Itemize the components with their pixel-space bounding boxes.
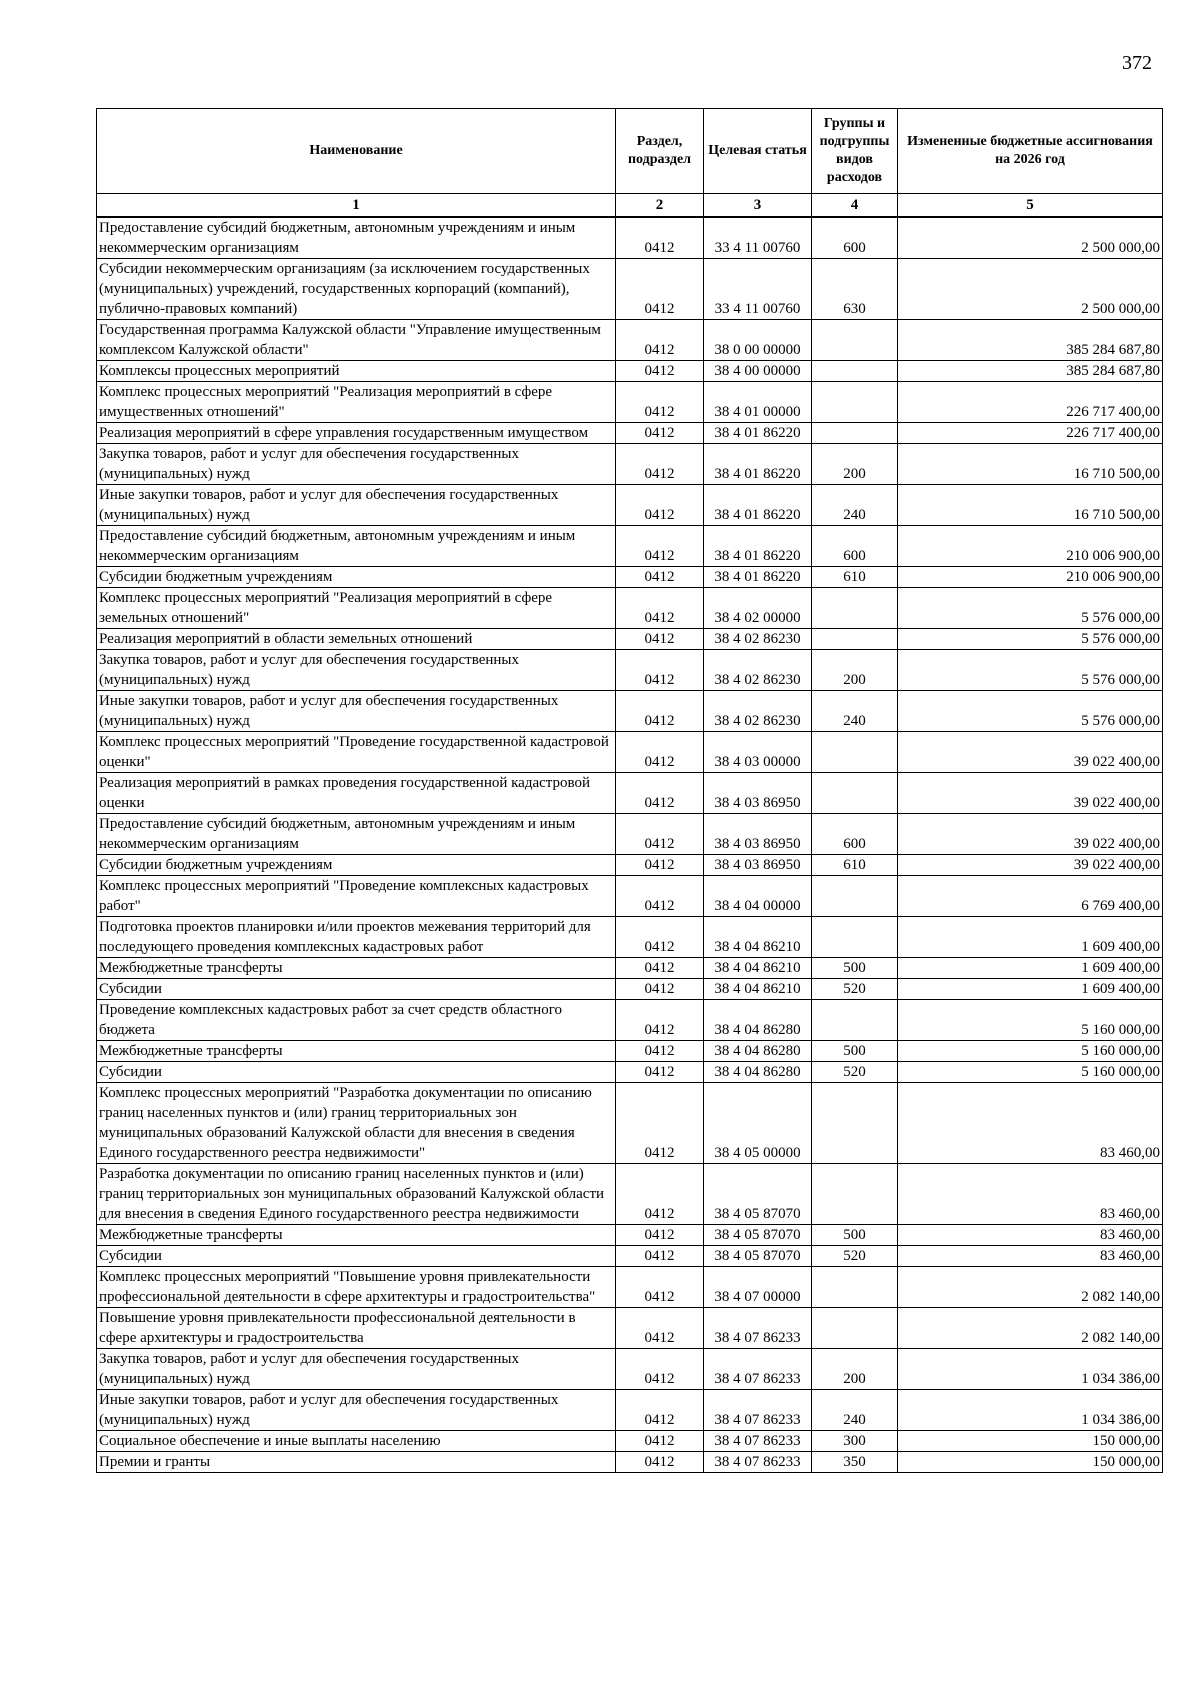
cell-amount: 1 034 386,00 — [898, 1349, 1163, 1390]
table-row — [97, 855, 1163, 876]
cell-group: 600 — [812, 526, 898, 567]
cell-name: Комплекс процессных мероприятий "Повышение уровня привлекательности профессиональной деятельности в сфере архитектуры и градостроительства" — [97, 1267, 616, 1308]
cell-group: 240 — [812, 691, 898, 732]
cell-section: 0412 — [616, 320, 704, 361]
cell-section: 0412 — [616, 444, 704, 485]
cell-amount: 5 576 000,00 — [898, 691, 1163, 732]
header-group: Группы и подгруппы видов расходов — [812, 109, 898, 194]
cell-target: 38 4 02 86230 — [704, 650, 812, 691]
cell-target: 33 4 11 00760 — [704, 259, 812, 320]
table-row — [97, 979, 1163, 1000]
cell-section: 0412 — [616, 1267, 704, 1308]
table-row — [97, 1390, 1163, 1431]
cell-name: Субсидии — [97, 1062, 616, 1083]
table-row — [97, 917, 1163, 958]
table-row — [97, 1000, 1163, 1041]
cell-name: Предоставление субсидий бюджетным, автономным учреждениям и иным некоммерческим организациям — [97, 217, 616, 259]
cell-section: 0412 — [616, 1164, 704, 1225]
table-row — [97, 1246, 1163, 1267]
table-row — [97, 1225, 1163, 1246]
cell-section: 0412 — [616, 917, 704, 958]
cell-amount: 5 160 000,00 — [898, 1041, 1163, 1062]
cell-group — [812, 1267, 898, 1308]
cell-section: 0412 — [616, 1431, 704, 1452]
column-number: 3 — [704, 194, 812, 218]
cell-group: 200 — [812, 1349, 898, 1390]
table-row — [97, 382, 1163, 423]
cell-name: Комплекс процессных мероприятий "Проведение комплексных кадастровых работ" — [97, 876, 616, 917]
cell-amount: 83 460,00 — [898, 1164, 1163, 1225]
cell-name: Закупка товаров, работ и услуг для обеспечения государственных (муниципальных) нужд — [97, 444, 616, 485]
cell-target: 38 4 07 86233 — [704, 1452, 812, 1473]
cell-amount: 16 710 500,00 — [898, 485, 1163, 526]
cell-name: Иные закупки товаров, работ и услуг для обеспечения государственных (муниципальных) нужд — [97, 691, 616, 732]
page-number: 372 — [1122, 52, 1152, 74]
cell-name: Реализация мероприятий в области земельных отношений — [97, 629, 616, 650]
cell-section: 0412 — [616, 691, 704, 732]
cell-amount: 2 500 000,00 — [898, 259, 1163, 320]
cell-group: 200 — [812, 444, 898, 485]
cell-name: Подготовка проектов планировки и/или проектов межевания территорий для последующего проведения комплексных кадастровых работ — [97, 917, 616, 958]
cell-group — [812, 382, 898, 423]
cell-name: Предоставление субсидий бюджетным, автономным учреждениям и иным некоммерческим организациям — [97, 526, 616, 567]
cell-section: 0412 — [616, 1225, 704, 1246]
table-row — [97, 773, 1163, 814]
table-body — [97, 217, 1163, 1473]
cell-amount: 1 034 386,00 — [898, 1390, 1163, 1431]
cell-amount: 6 769 400,00 — [898, 876, 1163, 917]
cell-section: 0412 — [616, 732, 704, 773]
cell-section: 0412 — [616, 1390, 704, 1431]
cell-section: 0412 — [616, 423, 704, 444]
cell-amount: 210 006 900,00 — [898, 526, 1163, 567]
cell-amount: 39 022 400,00 — [898, 732, 1163, 773]
cell-name: Проведение комплексных кадастровых работ за счет средств областного бюджета — [97, 1000, 616, 1041]
cell-section: 0412 — [616, 485, 704, 526]
cell-target: 38 4 05 87070 — [704, 1164, 812, 1225]
cell-name: Комплекс процессных мероприятий "Реализация мероприятий в сфере земельных отношений" — [97, 588, 616, 629]
cell-target: 38 0 00 00000 — [704, 320, 812, 361]
cell-name: Межбюджетные трансферты — [97, 958, 616, 979]
cell-target: 38 4 05 00000 — [704, 1083, 812, 1164]
cell-name: Предоставление субсидий бюджетным, автономным учреждениям и иным некоммерческим организациям — [97, 814, 616, 855]
cell-target: 38 4 07 00000 — [704, 1267, 812, 1308]
cell-section: 0412 — [616, 361, 704, 382]
header-name: Наименование — [97, 109, 616, 194]
cell-group: 600 — [812, 814, 898, 855]
table-row — [97, 1452, 1163, 1473]
cell-name: Субсидии бюджетным учреждениям — [97, 567, 616, 588]
cell-group — [812, 361, 898, 382]
cell-amount: 2 500 000,00 — [898, 217, 1163, 259]
cell-amount: 1 609 400,00 — [898, 979, 1163, 1000]
cell-section: 0412 — [616, 588, 704, 629]
cell-name: Комплекс процессных мероприятий "Проведение государственной кадастровой оценки" — [97, 732, 616, 773]
cell-target: 38 4 04 86210 — [704, 979, 812, 1000]
cell-group — [812, 1308, 898, 1349]
cell-target: 38 4 05 87070 — [704, 1225, 812, 1246]
header-section: Раздел, подраздел — [616, 109, 704, 194]
cell-name: Закупка товаров, работ и услуг для обеспечения государственных (муниципальных) нужд — [97, 650, 616, 691]
cell-target: 38 4 07 86233 — [704, 1431, 812, 1452]
cell-amount: 39 022 400,00 — [898, 773, 1163, 814]
table-row — [97, 1062, 1163, 1083]
budget-table — [96, 108, 1163, 1473]
cell-target: 38 4 01 00000 — [704, 382, 812, 423]
cell-name: Иные закупки товаров, работ и услуг для обеспечения государственных (муниципальных) нужд — [97, 1390, 616, 1431]
cell-amount: 39 022 400,00 — [898, 814, 1163, 855]
cell-name: Социальное обеспечение и иные выплаты населению — [97, 1431, 616, 1452]
cell-group: 240 — [812, 1390, 898, 1431]
cell-amount: 5 576 000,00 — [898, 629, 1163, 650]
cell-target: 38 4 04 86280 — [704, 1062, 812, 1083]
cell-group: 520 — [812, 979, 898, 1000]
cell-amount: 83 460,00 — [898, 1225, 1163, 1246]
table-row — [97, 361, 1163, 382]
column-number: 2 — [616, 194, 704, 218]
table-row — [97, 814, 1163, 855]
cell-group — [812, 629, 898, 650]
cell-amount: 150 000,00 — [898, 1431, 1163, 1452]
column-number: 5 — [898, 194, 1163, 218]
cell-target: 38 4 04 86280 — [704, 1041, 812, 1062]
header-amount: Измененные бюджетные ассигнования на 2026 год — [898, 109, 1163, 194]
cell-target: 38 4 00 00000 — [704, 361, 812, 382]
cell-name: Субсидии бюджетным учреждениям — [97, 855, 616, 876]
cell-group: 520 — [812, 1246, 898, 1267]
cell-section: 0412 — [616, 814, 704, 855]
cell-amount: 83 460,00 — [898, 1246, 1163, 1267]
table-row — [97, 485, 1163, 526]
cell-name: Межбюджетные трансферты — [97, 1225, 616, 1246]
cell-amount: 83 460,00 — [898, 1083, 1163, 1164]
table-row — [97, 691, 1163, 732]
table-row — [97, 567, 1163, 588]
cell-group: 200 — [812, 650, 898, 691]
cell-group: 500 — [812, 1225, 898, 1246]
table-row — [97, 1083, 1163, 1164]
cell-section: 0412 — [616, 526, 704, 567]
cell-section: 0412 — [616, 1452, 704, 1473]
cell-amount: 1 609 400,00 — [898, 917, 1163, 958]
table-row — [97, 320, 1163, 361]
cell-group — [812, 320, 898, 361]
cell-section: 0412 — [616, 259, 704, 320]
table-row — [97, 526, 1163, 567]
cell-group — [812, 1000, 898, 1041]
cell-name: Комплексы процессных мероприятий — [97, 361, 616, 382]
cell-section: 0412 — [616, 773, 704, 814]
cell-target: 38 4 05 87070 — [704, 1246, 812, 1267]
cell-section: 0412 — [616, 629, 704, 650]
cell-group — [812, 876, 898, 917]
cell-amount: 1 609 400,00 — [898, 958, 1163, 979]
cell-target: 38 4 01 86220 — [704, 485, 812, 526]
table-row — [97, 444, 1163, 485]
cell-name: Субсидии — [97, 979, 616, 1000]
column-number: 4 — [812, 194, 898, 218]
cell-section: 0412 — [616, 217, 704, 259]
cell-section: 0412 — [616, 1349, 704, 1390]
cell-group — [812, 773, 898, 814]
cell-amount: 226 717 400,00 — [898, 382, 1163, 423]
table-row — [97, 958, 1163, 979]
cell-target: 38 4 01 86220 — [704, 444, 812, 485]
table-row — [97, 1164, 1163, 1225]
table-row — [97, 259, 1163, 320]
cell-section: 0412 — [616, 1041, 704, 1062]
header-target: Целевая статья — [704, 109, 812, 194]
cell-group — [812, 588, 898, 629]
cell-name: Реализация мероприятий в сфере управления государственным имуществом — [97, 423, 616, 444]
cell-name: Комплекс процессных мероприятий "Реализация мероприятий в сфере имущественных отношений" — [97, 382, 616, 423]
cell-target: 38 4 02 86230 — [704, 629, 812, 650]
cell-target: 38 4 04 86210 — [704, 917, 812, 958]
cell-name: Разработка документации по описанию границ населенных пунктов и (или) границ территориальных зон муниципальных образований Калужской области для внесения в сведения Единого государственного реестра недвижимости — [97, 1164, 616, 1225]
cell-target: 38 4 07 86233 — [704, 1308, 812, 1349]
cell-group — [812, 917, 898, 958]
cell-target: 38 4 01 86220 — [704, 423, 812, 444]
table-row — [97, 1267, 1163, 1308]
cell-amount: 2 082 140,00 — [898, 1267, 1163, 1308]
cell-amount: 385 284 687,80 — [898, 361, 1163, 382]
table-row — [97, 732, 1163, 773]
cell-name: Реализация мероприятий в рамках проведения государственной кадастровой оценки — [97, 773, 616, 814]
cell-amount: 5 160 000,00 — [898, 1000, 1163, 1041]
cell-amount: 5 160 000,00 — [898, 1062, 1163, 1083]
cell-amount: 39 022 400,00 — [898, 855, 1163, 876]
cell-target: 38 4 01 86220 — [704, 567, 812, 588]
cell-target: 38 4 02 86230 — [704, 691, 812, 732]
cell-target: 38 4 07 86233 — [704, 1349, 812, 1390]
table-row — [97, 217, 1163, 259]
cell-amount: 5 576 000,00 — [898, 588, 1163, 629]
cell-group — [812, 1083, 898, 1164]
cell-amount: 385 284 687,80 — [898, 320, 1163, 361]
table-row — [97, 423, 1163, 444]
cell-name: Государственная программа Калужской области "Управление имущественным комплексом Калужской области" — [97, 320, 616, 361]
cell-target: 38 4 01 86220 — [704, 526, 812, 567]
cell-target: 38 4 03 86950 — [704, 814, 812, 855]
cell-section: 0412 — [616, 958, 704, 979]
cell-name: Субсидии некоммерческим организациям (за исключением государственных (муниципальных) учреждений, государственных корпораций (компаний), публично-правовых компаний) — [97, 259, 616, 320]
cell-target: 38 4 03 00000 — [704, 732, 812, 773]
cell-amount: 16 710 500,00 — [898, 444, 1163, 485]
cell-name: Премии и гранты — [97, 1452, 616, 1473]
cell-section: 0412 — [616, 650, 704, 691]
table-row — [97, 1308, 1163, 1349]
cell-group: 630 — [812, 259, 898, 320]
cell-target: 38 4 03 86950 — [704, 855, 812, 876]
cell-group: 350 — [812, 1452, 898, 1473]
table-row — [97, 588, 1163, 629]
cell-section: 0412 — [616, 1308, 704, 1349]
cell-section: 0412 — [616, 382, 704, 423]
cell-section: 0412 — [616, 876, 704, 917]
cell-target: 33 4 11 00760 — [704, 217, 812, 259]
cell-amount: 5 576 000,00 — [898, 650, 1163, 691]
table-row — [97, 1349, 1163, 1390]
cell-target: 38 4 02 00000 — [704, 588, 812, 629]
cell-name: Повышение уровня привлекательности профессиональной деятельности в сфере архитектуры и градостроительства — [97, 1308, 616, 1349]
cell-amount: 226 717 400,00 — [898, 423, 1163, 444]
table-row — [97, 1431, 1163, 1452]
cell-section: 0412 — [616, 1062, 704, 1083]
cell-group: 500 — [812, 1041, 898, 1062]
cell-amount: 150 000,00 — [898, 1452, 1163, 1473]
cell-name: Иные закупки товаров, работ и услуг для обеспечения государственных (муниципальных) нужд — [97, 485, 616, 526]
cell-section: 0412 — [616, 567, 704, 588]
cell-group: 610 — [812, 855, 898, 876]
table-row — [97, 650, 1163, 691]
table-row — [97, 1041, 1163, 1062]
cell-group — [812, 423, 898, 444]
cell-section: 0412 — [616, 1000, 704, 1041]
cell-group — [812, 732, 898, 773]
cell-target: 38 4 03 86950 — [704, 773, 812, 814]
cell-section: 0412 — [616, 979, 704, 1000]
cell-section: 0412 — [616, 1246, 704, 1267]
cell-amount: 2 082 140,00 — [898, 1308, 1163, 1349]
cell-section: 0412 — [616, 855, 704, 876]
cell-group: 240 — [812, 485, 898, 526]
column-number: 1 — [97, 194, 616, 218]
cell-target: 38 4 04 86210 — [704, 958, 812, 979]
cell-name: Закупка товаров, работ и услуг для обеспечения государственных (муниципальных) нужд — [97, 1349, 616, 1390]
cell-amount: 210 006 900,00 — [898, 567, 1163, 588]
table-row — [97, 629, 1163, 650]
cell-group: 520 — [812, 1062, 898, 1083]
cell-group: 600 — [812, 217, 898, 259]
cell-target: 38 4 04 86280 — [704, 1000, 812, 1041]
table-row — [97, 876, 1163, 917]
cell-target: 38 4 04 00000 — [704, 876, 812, 917]
cell-group: 300 — [812, 1431, 898, 1452]
cell-group — [812, 1164, 898, 1225]
cell-target: 38 4 07 86233 — [704, 1390, 812, 1431]
cell-name: Субсидии — [97, 1246, 616, 1267]
cell-name: Межбюджетные трансферты — [97, 1041, 616, 1062]
cell-group: 610 — [812, 567, 898, 588]
cell-group: 500 — [812, 958, 898, 979]
cell-name: Комплекс процессных мероприятий "Разработка документации по описанию границ населенных пунктов и (или) границ территориальных зон муниципальных образований Калужской области для внесения в сведения Единого государственного реестра недвижимости" — [97, 1083, 616, 1164]
cell-section: 0412 — [616, 1083, 704, 1164]
